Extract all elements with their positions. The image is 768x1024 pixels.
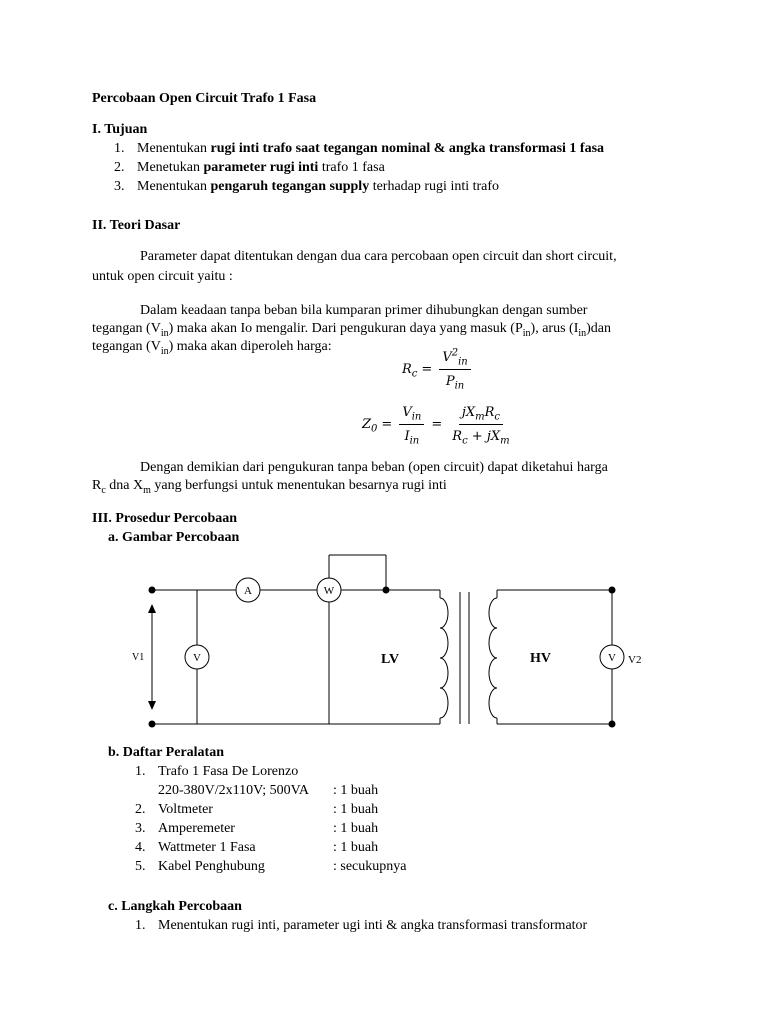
equipment-item: 3. Amperemeter : 1 buah [135, 821, 379, 836]
goal-num: 2. [114, 160, 125, 175]
goal-item-2 [114, 158, 385, 177]
section-2-heading: II. Teori Dasar [92, 218, 181, 233]
v1-label: V1 [132, 652, 145, 663]
goal-text-tail: terhadap rugi inti trafo [369, 179, 500, 194]
v2-label: V2 [628, 654, 642, 666]
subsection-b-heading: b. Daftar Peralatan [108, 745, 224, 760]
eq-sign-2: = [431, 417, 443, 432]
terminal-dot [383, 587, 390, 594]
eq-z0-lhs: $Z_0$ [362, 417, 378, 435]
v1-arrow-up-icon [148, 604, 156, 613]
equation-rc [402, 348, 474, 391]
eq-sign: = [381, 417, 393, 432]
hv-label: HV [530, 651, 551, 666]
eq-z0-fraction-2: $\frac{jX_mR_c}{R_c + jX_m}$ [452, 405, 510, 447]
theory-paragraph-2-line-3: tegangan $(V_{in})$ maka akan diperoleh harga: [92, 339, 332, 357]
goal-bold: rugi inti trafo saat tegangan nominal & angka transformasi 1 fasa [210, 141, 605, 156]
equipment-item: 5. Kabel Penghubung : secukupnya [135, 859, 407, 874]
theory-paragraph-3-line-1: Dengan demikian dari pengukuran tanpa beban (open circuit) dapat diketahui harga [140, 460, 608, 475]
eq-rc-fraction: $\frac{V^2_{in}}{P_{in}}$ [439, 348, 470, 391]
goal-bold: parameter rugi inti [203, 160, 319, 175]
voltmeter-v2-label: V [608, 652, 616, 664]
theory-paragraph-2-line-1: Dalam keadaan tanpa beban bila kumparan primer dihubungkan dengan sumber [140, 303, 588, 318]
lv-label: LV [381, 652, 400, 667]
eq-z0-fraction-1: $\frac{V_{in}}{I_{in}}$ [399, 403, 424, 446]
ammeter-label: A [244, 585, 252, 597]
terminal-dot [149, 721, 156, 728]
goal-num: 3. [114, 179, 125, 194]
eq-sign: = [421, 362, 433, 377]
terminal-dot [149, 587, 156, 594]
goal-item-1 [114, 139, 605, 158]
theory-paragraph-3-line-2: $R_c$ dna $X_m$ yang berfungsi untuk menentukan besarnya rugi inti [92, 478, 447, 496]
goal-text-tail: trafo 1 fasa [318, 160, 385, 175]
goal-text: Menentukan [137, 141, 211, 156]
voltmeter-v1-label: V [193, 652, 201, 664]
equipment-item: 4. Wattmeter 1 Fasa : 1 buah [135, 840, 379, 855]
equation-z0 [362, 403, 516, 446]
step-item: 1. Menentukan rugi inti, parameter ugi inti & angka transformasi transformator [135, 918, 588, 933]
goal-item-3 [114, 177, 500, 196]
terminal-dot [609, 721, 616, 728]
subsection-c-heading: c. Langkah Percobaan [108, 899, 242, 914]
goal-bold: pengaruh tegangan supply [210, 179, 370, 194]
theory-paragraph-1-line-2: untuk open circuit yaitu : [92, 269, 233, 284]
goal-num: 1. [114, 141, 125, 156]
goal-text: Menetukan [137, 160, 204, 175]
section-1-heading: I. Tujuan [92, 122, 148, 137]
section-3-heading: III. Prosedur Percobaan [92, 511, 238, 526]
wattmeter-label: W [323, 585, 335, 597]
document-title: Percobaan Open Circuit Trafo 1 Fasa [92, 91, 317, 106]
theory-paragraph-1-line-1: Parameter dapat ditentukan dengan dua cara percobaan open circuit dan short circuit, [140, 249, 617, 264]
equipment-item: 2. Voltmeter : 1 buah [135, 802, 379, 817]
goal-text: Menentukan [137, 179, 211, 194]
terminal-dot [609, 587, 616, 594]
equipment-item: 1. Trafo 1 Fasa De Lorenzo [135, 764, 299, 779]
v1-arrow-down-icon [148, 701, 156, 710]
eq-rc-lhs: $R_c$ [402, 362, 418, 380]
theory-paragraph-2-line-2: tegangan $(V_{in})$ maka akan Io mengalir. Dari pengukuran daya yang masuk $(P_{in})$, arus $(I_{in})dan$ [92, 321, 612, 339]
subsection-a-heading: a. Gambar Percobaan [108, 530, 240, 545]
circuit-diagram [0, 540, 768, 740]
